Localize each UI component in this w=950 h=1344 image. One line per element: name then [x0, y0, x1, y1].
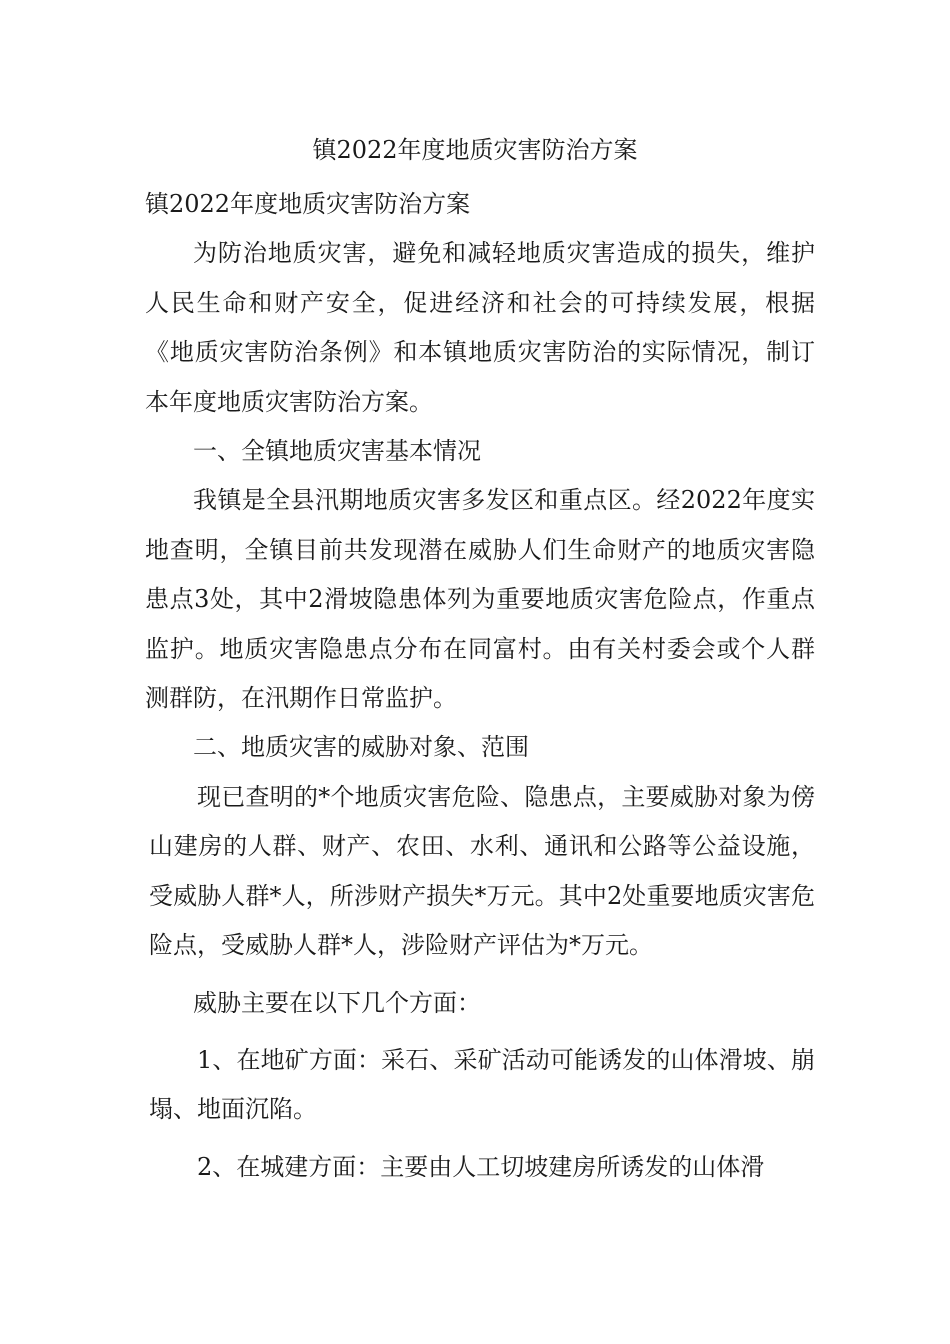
section-heading-1: 一、全镇地质灾害基本情况	[193, 437, 481, 466]
section-heading-2: 二、地质灾害的威胁对象、范围	[193, 733, 529, 762]
list-item-2: 2、在城建方面：主要由人工切坡建房所诱发的山体滑	[197, 1152, 765, 1181]
document-body	[145, 180, 815, 1192]
paragraph-threat-intro: 威胁主要在以下几个方面：	[193, 988, 481, 1017]
paragraph-intro: 为防治地质灾害，避免和减轻地质灾害造成的损失，维护人民生命和财产安全，促进经济和社会的可持续发展，根据《地质灾害防治条例》和本镇地质灾害防治的实际情况，制订本年度地质灾害防治方案。	[145, 239, 815, 416]
paragraph-section-2: 现已查明的*个地质灾害危险、隐患点，主要威胁对象为傍山建房的人群、财产、农田、水利、通讯和公路等公益设施，受威胁人群*人，所涉财产损失*万元。其中2处重要地质灾害危险点，受威胁人群*人，涉险财产评估为*万元。	[149, 782, 815, 960]
document-title: 镇2022年度地质灾害防治方案	[312, 136, 638, 164]
list-item-1: 1、在地矿方面：采石、采矿活动可能诱发的山体滑坡、崩塌、地面沉陷。	[149, 1045, 815, 1124]
paragraph-section-1: 我镇是全县汛期地质灾害多发区和重点区。经2022年度实地查明，全镇目前共发现潜在威胁人们生命财产的地质灾害隐患点3处，其中2滑坡隐患体列为重要地质灾害危险点，作重点监护。地质灾害隐患点分布在同富村。由有关村委会或个人群测群防，在汛期作日常监护。	[145, 486, 815, 713]
document-subtitle: 镇2022年度地质灾害防治方案	[145, 190, 471, 218]
